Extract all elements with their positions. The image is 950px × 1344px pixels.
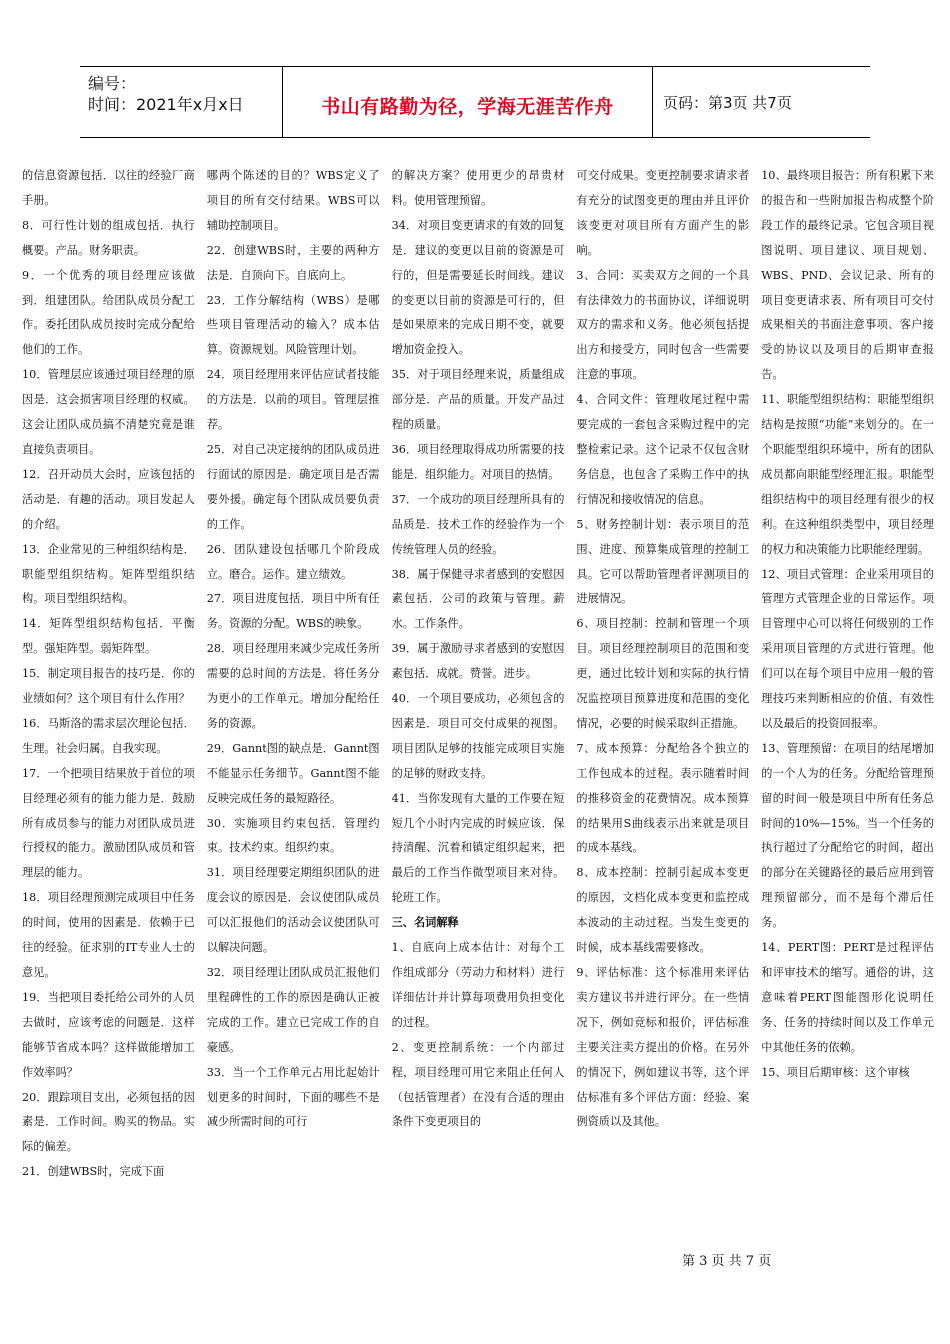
paragraph: 15、项目后期审核：这个审核 <box>761 1065 910 1079</box>
paragraph: 8．可行性计划的组成包括．执行概要。产品。财务职责。 <box>22 218 195 257</box>
section-heading: 三、名词解释 <box>391 916 459 930</box>
paragraph: 24．项目经理用来评估应试者技能的方法是．以前的项目。管理层推荐。 <box>206 368 380 432</box>
page-header <box>80 66 870 138</box>
paragraph: 35．对于项目经理来说，质量组成部分是．产品的质量。开发产品过程的质量。 <box>391 368 565 432</box>
header-page-info: 页码：第3页 共7页 <box>663 93 792 112</box>
text-column-4 <box>576 164 749 1240</box>
paragraph: 哪两个陈述的目的？WBS定义了项目的所有交付结果。WBS可以辅助控制项目。 <box>206 169 380 232</box>
paragraph: 10、最终项目报告：所有积累下来的报告和一些附加报告构成整个阶段工作的最终记录。它包含项目视图说明、项目建议、项目规划、WBS、PND、会议记录、所有的项目变更请求表、所有项目可交付成果相关的书面注意事项、客户接受的协议以及项目的后期审查报告。 <box>761 169 934 382</box>
paragraph: 26．团队建设包括哪几个阶段成立。磨合。运作。建立绩效。 <box>206 542 380 581</box>
paragraph: 29．Gannt图的缺点是．Gannt图不能显示任务细节。Gannt图不能反映完成任务的最短路径。 <box>206 741 380 805</box>
paragraph: 7、成本预算：分配给各个独立的工作包成本的过程。表示随着时间的推移资金的花费情况。成本预算的结果用S曲线表示出来就是项目的成本基线。 <box>576 741 750 855</box>
text-column-2 <box>207 164 380 1240</box>
paragraph: 6、项目控制：控制和管理一个项目。项目经理控制项目的范围和变更，通过比较计划和实际的执行情况监控项目预算进度和范围的变化情况，必要的时候采取纠正措施。 <box>576 617 750 730</box>
paragraph: 21．创建WBS时，完成下面 <box>22 1165 165 1179</box>
paragraph: 12、项目式管理：企业采用项目的管理方式管理企业的日常运作。项目管理中心可以将任何级别的工作采用项目管理的方式进行管理。他们可以在每个项目中应用一般的管理技巧来判断相应的价值、有效性以及最后的投资回报率。 <box>761 567 934 730</box>
paragraph: 9、评估标准：这个标准用来评估卖方建议书并进行评分。在一些情况下，例如竞标和报价，评估标准主要关注卖方提出的价格。在另外的情况下，例如建议书等，这个评估标准有多个评估方面：经验、案例资质以及其他。 <box>576 966 750 1129</box>
paragraph: 37．一个成功的项目经理所具有的品质是．技术工作的经验作为一个传统管理人员的经验。 <box>391 492 565 556</box>
text-column-3 <box>392 164 565 1240</box>
paragraph: 30．实施项目约束包括．管理约束。技术约束。组织约束。 <box>206 816 380 855</box>
document-number-label: 编号： <box>88 74 137 93</box>
paragraph: 33．当一个工作单元占用比起始计划更多的时间时，下面的哪些不是减少所需时间的可行 <box>206 1065 380 1129</box>
paragraph: 28．项目经理用来减少完成任务所需要的总时间的方法是．将任务分为更小的工作单元。增加分配给任务的资源。 <box>206 642 380 730</box>
paragraph: 9．一个优秀的项目经理应该做到．组建团队。给团队成员分配工作。委托团队成员按时完成分配给他们的工作。 <box>22 268 195 357</box>
paragraph: 11、职能型组织结构：职能型组织结构是按照“功能”来划分的。在一个职能型组织环境中，所有的团队成员都向职能型经理汇报。职能型组织结构中的项目经理有很少的权利。在这种组织类型中，项目经理的权力和决策能力比职能经理弱。 <box>761 393 934 556</box>
paragraph: 10．管理层应该通过项目经理的原因是．这会损害项目经理的权威。这会让团队成员搞不清楚究竟是谁直接负责项目。 <box>22 368 195 456</box>
paragraph: 31．项目经理要定期组织团队的进度会议的原因是．会议使团队成员可以汇报他们的活动会议使团队可以解决问题。 <box>206 866 380 955</box>
text-columns <box>22 164 934 1240</box>
paragraph: 8、成本控制：控制引起成本变更的原因，文档化成本变更和监控成本波动的主动过程。当发生变更的时候，成本基线需要修改。 <box>576 866 750 955</box>
paragraph: 19．当把项目委托给公司外的人员去做时，应该考虑的问题是．这样能够节省成本吗？这样做能增加工作效率吗？ <box>22 990 195 1079</box>
paragraph: 34．对项目变更请求的有效的回复是．建议的变更以目前的资源是可行的，但是需要延长时间线。建议的变更以目前的资源是可行的，但是如果原来的完成日期不变，就要增加资金投入。 <box>391 218 565 357</box>
paragraph: 的解决方案？使用更少的昂贵材料。使用管理预留。 <box>391 169 565 207</box>
paragraph: 1、自底向上成本估计：对每个工作组成部分（劳动力和材料）进行详细估计并计算每项费用负担变化的过程。 <box>391 941 565 1029</box>
paragraph: 14、PERT图：PERT是过程评估和评审技术的缩写。通俗的讲，这意味着PERT图能图形化说明任务、任务的持续时间以及工作单元中其他任务的依赖。 <box>761 941 934 1054</box>
header-meta <box>80 67 283 137</box>
paragraph: 16．马斯洛的需求层次理论包括．生理。社会归属。自我实现。 <box>22 716 195 755</box>
header-motto: 书山有路勤为径，学海无涯苦作舟 <box>283 67 653 137</box>
paragraph: 32．项目经理让团队成员汇报他们里程碑性的工作的原因是确认正被完成的工作。建立已完成工作的自豪感。 <box>206 966 380 1054</box>
paragraph: 18．项目经理预测完成项目中任务的时间，使用的因素是．依赖于已往的经验。征求别的IT专业人士的意见。 <box>22 891 195 979</box>
paragraph: 38．属于保健寻求者感到的安慰因素包括．公司的政策与管理。薪水。工作条件。 <box>391 567 565 631</box>
document-time-label: 时间：2021年x月x日 <box>88 95 244 114</box>
paragraph: 23．工作分解结构（WBS）是哪些项目管理活动的输入？成本估算。资源规划。风险管理计划。 <box>206 293 380 357</box>
paragraph: 2、变更控制系统：一个内部过程，项目经理可用它来阻止任何人（包括管理者）在没有合适的理由条件下变更项目的 <box>391 1040 565 1129</box>
paragraph: 15．制定项目报告的技巧是．你的业绩如何？这个项目有什么作用？ <box>22 667 195 706</box>
paragraph: 3、合同：买卖双方之间的一个具有法律效力的书面协议，详细说明双方的需求和义务。他必须包括提出方和接受方，同时包含一些需要注意的事项。 <box>576 268 750 382</box>
paragraph: 5、财务控制计划：表示项目的范围、进度、预算集成管理的控制工具。它可以帮助管理者评测项目的进展情况。 <box>576 517 750 606</box>
paragraph: 13、管理预留：在项目的结尾增加的一个人为的任务。分配给管理预留的时间一般是项目中所有任务总时间的10%—15%。当一个任务的执行超过了分配给它的时间，超出的部分在关键路径的最后应用到管理预留部分，而不是每个滞后任务。 <box>761 741 934 930</box>
paragraph: 4、合同文件：管理收尾过程中需要完成的一套包含采购过程中的完整检索记录。这个记录不仅包含财务信息，也包含了采购工作中的执行情况和接收情况的信息。 <box>576 393 750 506</box>
paragraph: 14．矩阵型组织结构包括．平衡型。强矩阵型。弱矩阵型。 <box>22 617 195 656</box>
paragraph: 的信息资源包括．以往的经验厂商手册。 <box>22 169 195 207</box>
paragraph: 12．召开动员大会时，应该包括的活动是．有趣的活动。项目发起人的介绍。 <box>22 467 195 531</box>
paragraph: 27．项目进度包括．项目中所有任务。资源的分配。WBS的映象。 <box>206 592 380 631</box>
paragraph: 可交付成果。变更控制要求请求者有充分的试图变更的理由并且评价该变更对项目所有方面产生的影响。 <box>576 169 750 257</box>
paragraph: 22．创建WBS时，主要的两种方法是．自顶向下。自底向上。 <box>206 243 380 282</box>
paragraph: 20．跟踪项目支出，必须包括的因素是．工作时间。购买的物品。实际的偏差。 <box>22 1090 195 1154</box>
paragraph: 25．对自己决定接纳的团队成员进行面试的原因是．确定项目是否需要外援。确定每个团队成员要负责的工作。 <box>206 442 380 531</box>
page-footer: 第 3 页 共 7 页 <box>682 1254 772 1269</box>
paragraph: 41．当你发现有大量的工作要在短短几个小时内完成的时候应该．保持清醒、沉着和镇定组织起来，把最后的工作当作微型项目来对待。轮班工作。 <box>391 791 565 905</box>
paragraph: 17．一个把项目结果放于首位的项目经理必须有的能力能力是．鼓励所有成员参与的能力对团队成员进行授权的能力。激励团队成员和管理层的能力。 <box>22 766 195 880</box>
paragraph: 40．一个项目要成功，必须包含的因素是．项目可交付成果的视图。项目团队足够的技能完成项目实施的足够的财政支持。 <box>391 692 565 780</box>
paragraph: 13．企业常见的三种组织结构是．职能型组织结构。矩阵型组织结构。项目型组织结构。 <box>22 542 195 606</box>
text-column-1 <box>22 164 195 1240</box>
paragraph: 39．属于激励寻求者感到的安慰因素包括．成就。赞誉。进步。 <box>391 642 565 681</box>
paragraph: 36．项目经理取得成功所需要的技能是．组织能力。对项目的热情。 <box>391 442 565 481</box>
text-column-5 <box>761 164 934 1240</box>
